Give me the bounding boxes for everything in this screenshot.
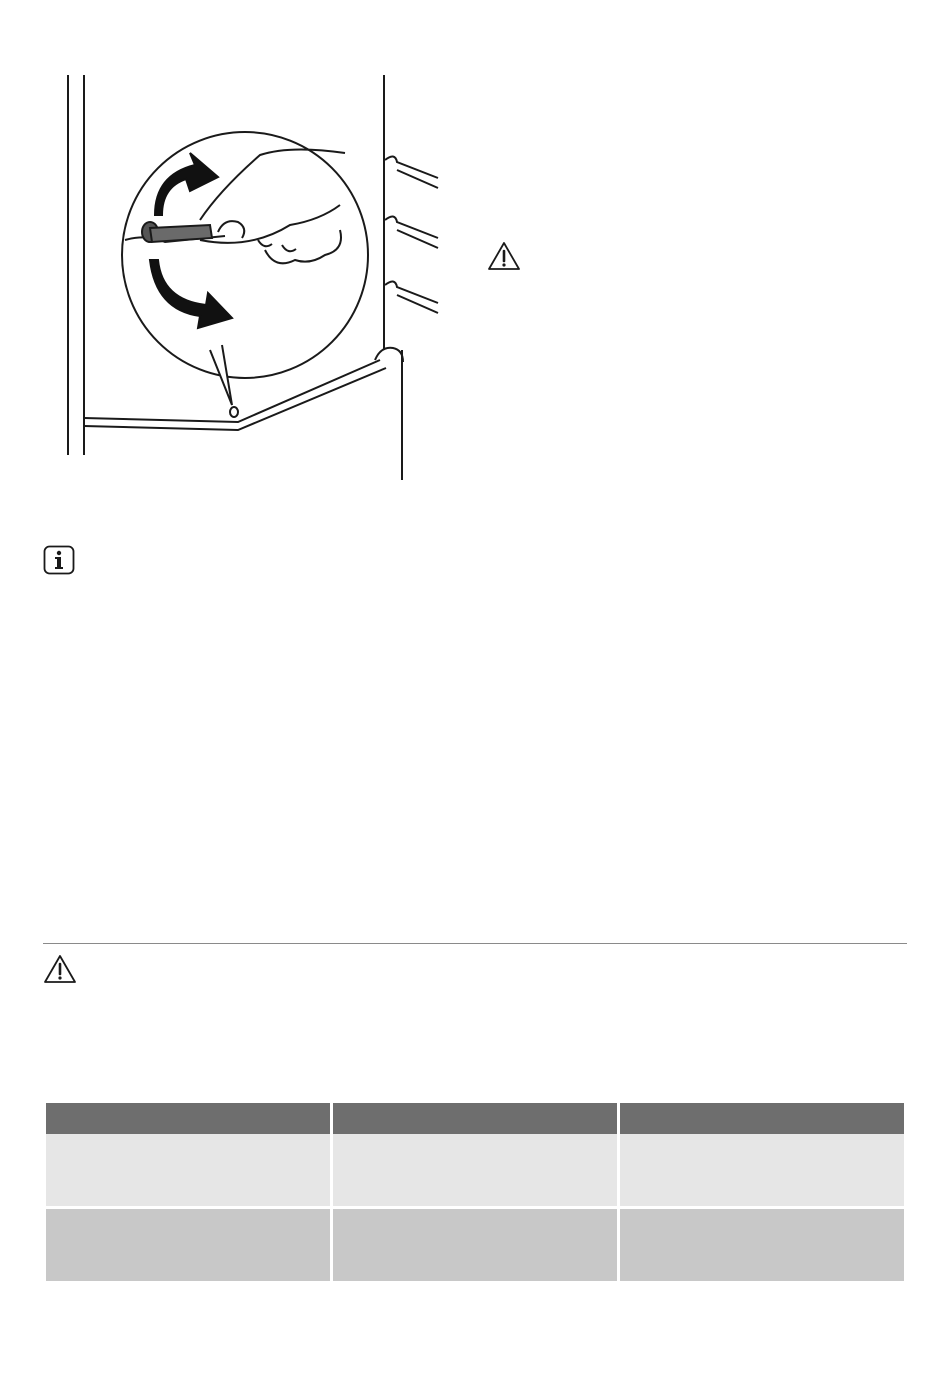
table-cell [46,1209,330,1281]
table-row [46,1209,904,1281]
table-row [46,1134,904,1206]
table-cell [333,1134,617,1206]
drain-hole-cleaning-illustration-icon [50,60,460,490]
table-header-cell [333,1103,617,1134]
table-header-cell [46,1103,330,1134]
section-divider [43,943,907,944]
troubleshooting-table [43,1103,907,1281]
table-cell [46,1134,330,1206]
warning-triangle-icon [487,240,521,272]
table-cell [620,1134,904,1206]
table-header-row [46,1103,904,1134]
table-header-cell [620,1103,904,1134]
warning-triangle-icon [43,953,77,985]
table-cell [333,1209,617,1281]
table-cell [620,1209,904,1281]
info-icon [43,545,75,575]
